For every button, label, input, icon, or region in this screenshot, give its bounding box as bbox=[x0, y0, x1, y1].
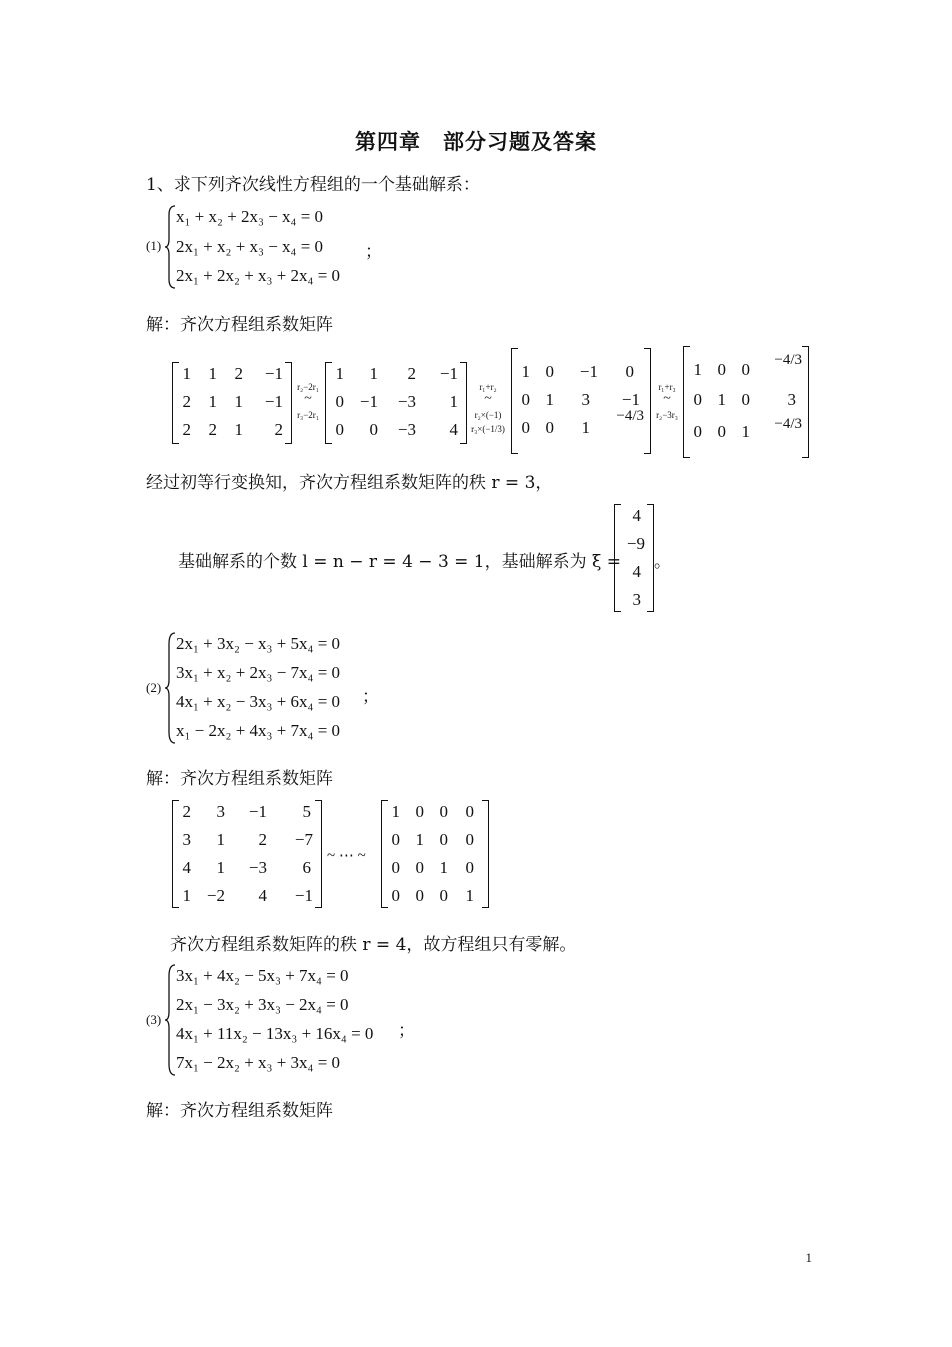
basis-vector-entry: 3 bbox=[632, 590, 641, 609]
system-2-eq-1: 2x₁ + 3x₂ − x₃ + 5x₄ = 0 bbox=[176, 634, 341, 653]
matrix-5-cell: 2 bbox=[258, 830, 267, 849]
matrix-4-fraction-cell: −4/3 bbox=[774, 416, 802, 432]
matrix-2-cell: −1 bbox=[359, 392, 378, 411]
matrix-2-cell: −3 bbox=[397, 392, 416, 411]
system-1-label: (1) bbox=[146, 238, 162, 253]
system-2-brace bbox=[164, 632, 176, 744]
matrix-6-cell: 1 bbox=[465, 886, 474, 905]
matrix-1-cell: 1 bbox=[208, 392, 217, 411]
matrix-6-cell: 1 bbox=[391, 802, 400, 821]
question-1: 1、求下列齐次线性方程组的一个基础解系： bbox=[146, 175, 480, 195]
system-3-punct: ； bbox=[398, 1021, 415, 1041]
solution-2-heading: 解：齐次方程组系数矩阵 bbox=[146, 769, 333, 789]
matrix-5-cell: 3 bbox=[182, 830, 191, 849]
matrix-2-cell: 1 bbox=[449, 392, 458, 411]
matrix-4-cell: 1 bbox=[693, 360, 702, 379]
matrix-1-cell: −1 bbox=[264, 364, 283, 383]
matrix-2-cell: 0 bbox=[335, 420, 344, 439]
system-2-label: (2) bbox=[146, 680, 162, 695]
system-2-eq-2: 3x₁ + x₂ + 2x₃ − 7x₄ = 0 bbox=[176, 663, 341, 682]
matrix-6-cell: 0 bbox=[439, 802, 448, 821]
matrix-4-cell: 0 bbox=[717, 360, 726, 379]
matrix-2-cell: 0 bbox=[335, 392, 344, 411]
matrix-2-cell: 2 bbox=[407, 364, 416, 383]
rank-statement-1: 经过初等行变换知，齐次方程组系数矩阵的秩 r = 3， bbox=[146, 473, 553, 493]
matrix-4-cell: 0 bbox=[741, 390, 750, 409]
matrix-4 bbox=[683, 346, 809, 458]
solution-3-heading: 解：齐次方程组系数矩阵 bbox=[146, 1101, 333, 1121]
matrix-6-cell: 0 bbox=[415, 802, 424, 821]
system-2-eq-4: x₁ − 2x₂ + 4x₃ + 7x₄ = 0 bbox=[176, 721, 341, 740]
basis-vector-entry: 4 bbox=[632, 506, 641, 525]
page-title: 第四章 部分习题及答案 bbox=[355, 129, 597, 154]
matrix-1-cell: 2 bbox=[208, 420, 217, 439]
matrix-3 bbox=[511, 348, 651, 454]
system-3-label: (3) bbox=[146, 1012, 162, 1027]
matrix-5-cell: −2 bbox=[206, 886, 225, 905]
page-number: 1 bbox=[805, 1250, 812, 1265]
system-1-eq-3: 2x₁ + 2x₂ + x₃ + 2x₄ = 0 bbox=[176, 266, 341, 285]
matrix-4-cell: 1 bbox=[717, 390, 726, 409]
matrix-1-cell: 2 bbox=[234, 364, 243, 383]
row-op-3a: r₁+r₃ bbox=[658, 382, 676, 392]
matrix-3-cell: 3 bbox=[581, 390, 590, 409]
matrix-4-cell: 3 bbox=[787, 390, 796, 409]
system-2-punct: ； bbox=[362, 687, 379, 707]
matrix-5-cell: −3 bbox=[248, 858, 267, 877]
matrix-3-cell: 0 bbox=[545, 362, 554, 381]
matrix-2-cell: 4 bbox=[449, 420, 458, 439]
matrix-4-cell: 0 bbox=[741, 360, 750, 379]
matrix-3-cell: 0 bbox=[545, 418, 554, 437]
matrix-6-cell: 0 bbox=[465, 802, 474, 821]
matrix-1-cell: 1 bbox=[234, 392, 243, 411]
matrix-3-cell: 0 bbox=[521, 418, 530, 437]
system-1-eq-2: 2x₁ + x₂ + x₃ − x₄ = 0 bbox=[176, 237, 324, 256]
matrix-6-cell: 0 bbox=[439, 830, 448, 849]
matrix-4-cell: 0 bbox=[693, 390, 702, 409]
matrix-2-cell: 0 bbox=[369, 420, 378, 439]
row-op-2c: r₃×(−1/3) bbox=[471, 424, 505, 434]
basis-vector-entry: −9 bbox=[626, 534, 645, 553]
system-1-eq-1: x₁ + x₂ + 2x₃ − x₄ = 0 bbox=[176, 207, 324, 226]
row-op-1-tilde: ~ bbox=[304, 391, 312, 406]
matrix-6-cell: 0 bbox=[465, 858, 474, 877]
matrix-3-cell: −1 bbox=[621, 390, 640, 409]
matrix-5-cell: −1 bbox=[248, 802, 267, 821]
matrix-6 bbox=[381, 800, 489, 908]
matrix-3-cell: 0 bbox=[521, 390, 530, 409]
matrix-3-cell: 1 bbox=[545, 390, 554, 409]
matrix-4-cell: 0 bbox=[693, 422, 702, 441]
matrix-3-cell: 1 bbox=[581, 418, 590, 437]
row-op-3b: r₂−3r₃ bbox=[656, 410, 678, 420]
matrix-5-cell: 5 bbox=[302, 802, 311, 821]
row-op-2a: r₁+r₂ bbox=[479, 382, 497, 392]
matrix-5-cell: −7 bbox=[294, 830, 313, 849]
matrix-5-cell: 3 bbox=[216, 802, 225, 821]
system-3-brace bbox=[164, 964, 176, 1076]
matrix-3-cell: 1 bbox=[521, 362, 530, 381]
basis-end-punct: 。 bbox=[654, 552, 671, 572]
matrix-1-cell: 1 bbox=[182, 364, 191, 383]
system-3-eq-3: 4x₁ + 11x₂ − 13x₃ + 16x₄ = 0 bbox=[176, 1024, 374, 1043]
matrix-1-cell: 1 bbox=[234, 420, 243, 439]
matrix-3-cell: 0 bbox=[625, 362, 634, 381]
matrix-5-cell: 4 bbox=[182, 858, 191, 877]
matrix-1-cell: 2 bbox=[182, 392, 191, 411]
matrix-1-cell: −1 bbox=[264, 392, 283, 411]
matrix-4-fraction-cell: −4/3 bbox=[774, 352, 802, 368]
rank-statement-2: 齐次方程组系数矩阵的秩 r = 4，故方程组只有零解。 bbox=[170, 935, 577, 955]
matrix-6-cell: 1 bbox=[415, 830, 424, 849]
matrix-6-cell: 0 bbox=[391, 830, 400, 849]
system-3-eq-4: 7x₁ − 2x₂ + x₃ + 3x₄ = 0 bbox=[176, 1053, 341, 1072]
solution-1-heading: 解：齐次方程组系数矩阵 bbox=[146, 315, 333, 335]
matrix-4-cell: 1 bbox=[741, 422, 750, 441]
matrix-6-cell: 0 bbox=[415, 886, 424, 905]
matrix-5-cell: 1 bbox=[216, 858, 225, 877]
matrix-6-cell: 0 bbox=[415, 858, 424, 877]
row-op-2-tilde: ~ bbox=[484, 391, 492, 406]
matrix-5-cell: 6 bbox=[302, 858, 311, 877]
matrix-6-cell: 0 bbox=[465, 830, 474, 849]
matrix-1 bbox=[172, 362, 292, 444]
matrix-6-cell: 1 bbox=[439, 858, 448, 877]
matrix-6-cell: 0 bbox=[391, 858, 400, 877]
matrix-3-cell: −1 bbox=[579, 362, 598, 381]
matrix-6-cell: 0 bbox=[439, 886, 448, 905]
matrix-2-cell: −3 bbox=[397, 420, 416, 439]
matrix-1-cell: 2 bbox=[182, 420, 191, 439]
matrix-5-cell: 1 bbox=[216, 830, 225, 849]
system-3-eq-2: 2x₁ − 3x₂ + 3x₃ − 2x₄ = 0 bbox=[176, 995, 349, 1014]
row-op-5: ~ ⋯ ~ bbox=[327, 848, 366, 864]
matrix-5-cell: −1 bbox=[294, 886, 313, 905]
system-2-eq-3: 4x₁ + x₂ − 3x₃ + 6x₄ = 0 bbox=[176, 692, 341, 711]
matrix-1-cell: 1 bbox=[208, 364, 217, 383]
matrix-1-cell: 2 bbox=[274, 420, 283, 439]
matrix-2-cell: 1 bbox=[369, 364, 378, 383]
matrix-5-cell: 1 bbox=[182, 886, 191, 905]
basis-solution-text: 基础解系的个数 l = n − r = 4 − 3 = 1，基础解系为 ξ = bbox=[178, 552, 622, 572]
basis-vector-entry: 4 bbox=[632, 562, 641, 581]
basis-vector-xi bbox=[614, 504, 654, 612]
matrix-2 bbox=[325, 362, 467, 444]
matrix-5-cell: 2 bbox=[182, 802, 191, 821]
matrix-6-cell: 0 bbox=[391, 886, 400, 905]
system-1-brace bbox=[164, 205, 176, 289]
matrix-2-cell: −1 bbox=[439, 364, 458, 383]
system-1-punct: ； bbox=[365, 242, 382, 262]
matrix-2-cell: 1 bbox=[335, 364, 344, 383]
row-op-1b: r₃−2r₁ bbox=[297, 410, 319, 420]
row-op-2b: r₂×(−1) bbox=[474, 410, 502, 420]
matrix-4-cell: 0 bbox=[717, 422, 726, 441]
matrix-5-cell: 4 bbox=[258, 886, 267, 905]
row-op-3-tilde: ~ bbox=[663, 391, 671, 406]
system-3-eq-1: 3x₁ + 4x₂ − 5x₃ + 7x₄ = 0 bbox=[176, 966, 349, 985]
matrix-5 bbox=[172, 800, 322, 908]
row-op-1a: r₂−2r₁ bbox=[297, 382, 319, 392]
matrix-3-fraction-cell: −4/3 bbox=[616, 408, 644, 424]
